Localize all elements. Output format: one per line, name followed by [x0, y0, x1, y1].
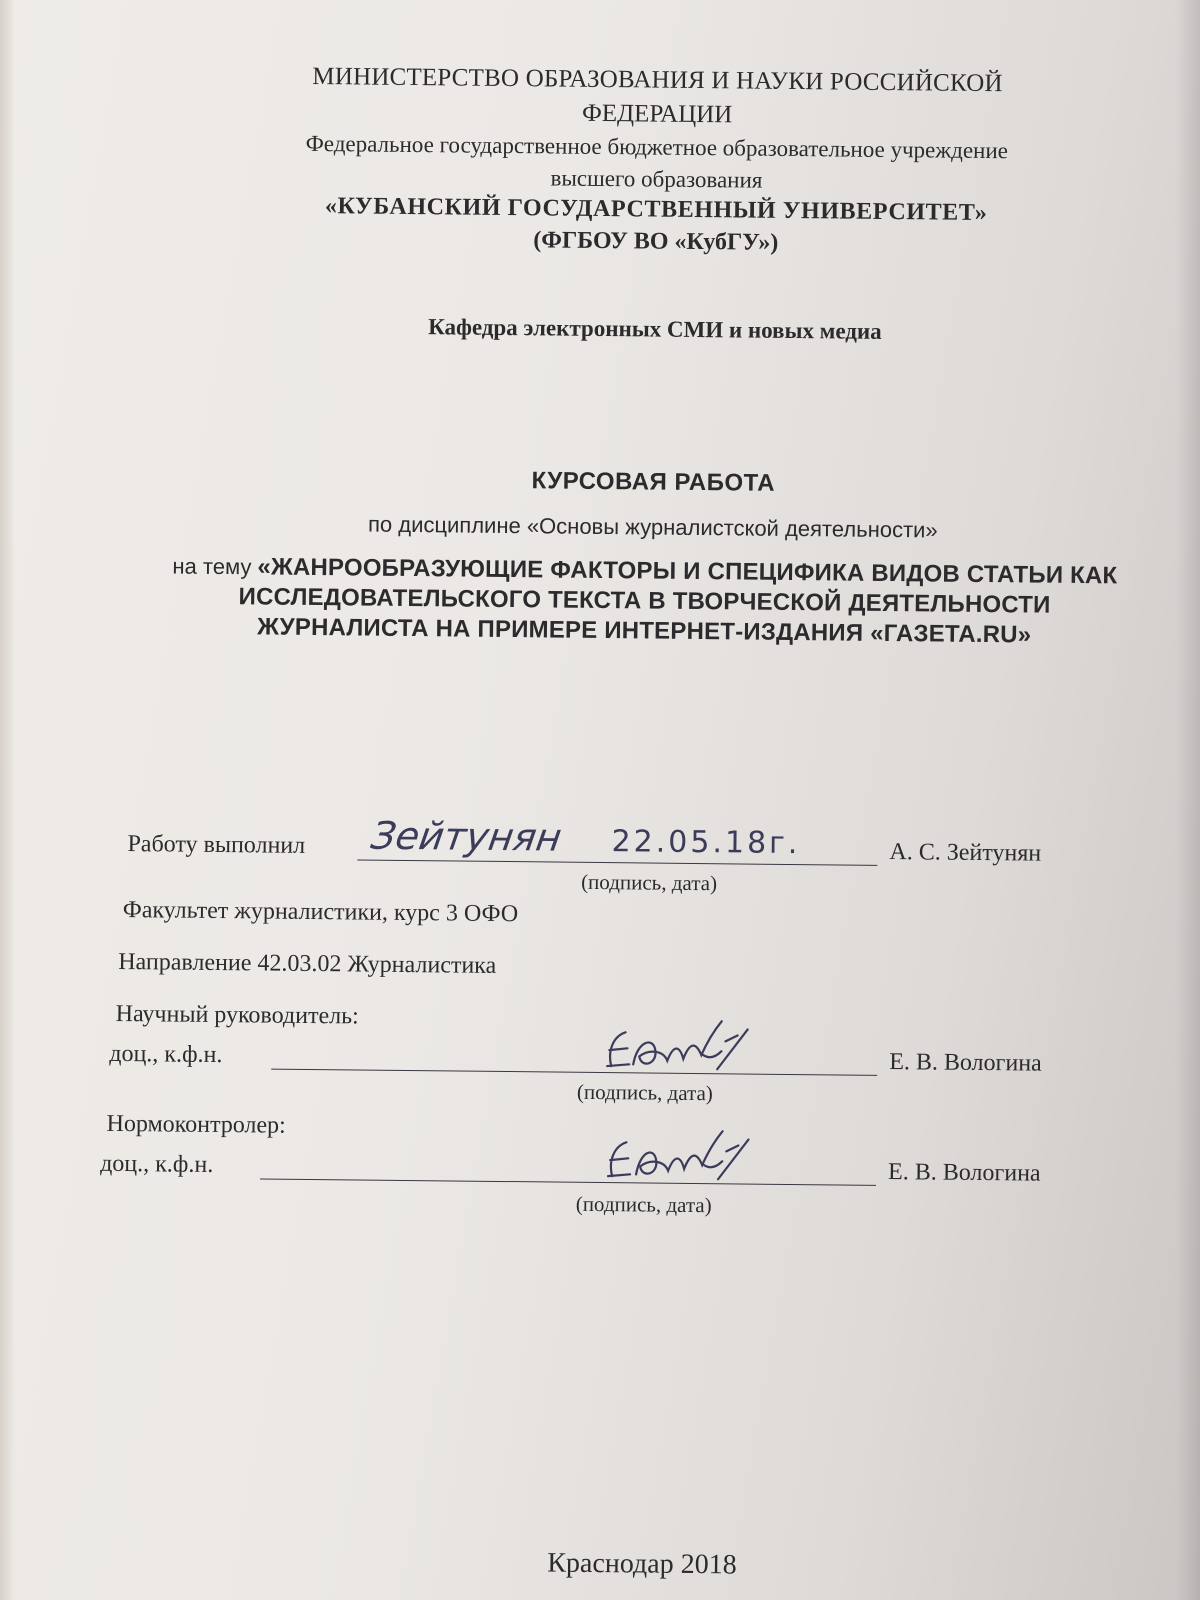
department-name: Кафедра электронных СМИ и новых медиа [428, 314, 882, 344]
supervisor-label: Научный руководитель: [115, 1000, 359, 1030]
supervisor-signature-caption: (подпись, дата) [576, 1079, 713, 1106]
university-name: «КУБАНСКИЙ ГОСУДАРСТВЕННЫЙ УНИВЕРСИТЕТ» [324, 193, 988, 227]
document-type: КУРСОВАЯ РАБОТА [531, 467, 776, 497]
normcontroller-signature [596, 1118, 767, 1190]
author-handwritten-name: Зейтунян [368, 813, 565, 860]
topic-prefix: на тему [172, 553, 258, 580]
author-handwritten-date: 22.05.18г. [611, 824, 801, 862]
university-short-name: (ФГБОУ ВО «КубГУ») [533, 227, 779, 256]
institution-line-2: высшего образования [550, 165, 763, 193]
topic-block [152, 551, 1138, 651]
normcontroller-title: доц., к.ф.н. [100, 1150, 214, 1178]
supervisor-name: Е. В. Вологина [889, 1049, 1042, 1077]
normcontroller-signature-line [260, 1178, 876, 1185]
normcontroller-name: Е. В. Вологина [887, 1159, 1041, 1187]
discipline: по дисциплине «Основы журналистской деятельности» [367, 511, 938, 543]
topic-title: «ЖАНРООБРАЗУЮЩИЕ ФАКТОРЫ И СПЕЦИФИКА ВИДОВ СТАТЬИ КАК ИССЛЕДОВАТЕЛЬСКОГО ТЕКСТА В ТВОРЧЕСКОЙ ДЕЯТЕЛЬНОСТИ ЖУРНАЛИСТА НА ПРИМЕРЕ ИНТЕРНЕТ-ИЗДАНИЯ «ГАЗЕТА.RU» [238, 553, 1118, 649]
faculty-line: Факультет журналистики, курс 3 ОФО [122, 897, 519, 928]
author-label: Работу выполнил [127, 831, 306, 859]
normcontroller-signature-caption: (подпись, дата) [575, 1191, 712, 1218]
direction-line: Направление 42.03.02 Журналистика [118, 948, 497, 979]
supervisor-title: доц., к.ф.н. [109, 1040, 223, 1069]
normcontroller-label: Нормоконтролер: [106, 1110, 286, 1139]
city-year: Краснодар 2018 [547, 1547, 737, 1581]
ministry-line-1: МИНИСТЕРСТВО ОБРАЗОВАНИЯ И НАУКИ РОССИЙСКОЙ [312, 62, 1003, 98]
author-signature-caption: (подпись, дата) [581, 869, 718, 896]
supervisor-signature-line [271, 1069, 877, 1076]
ministry-line-2: ФЕДЕРАЦИИ [581, 99, 733, 129]
supervisor-signature [597, 1010, 768, 1082]
institution-line-1: Федеральное государственное бюджетное образовательное учреждение [305, 130, 1009, 164]
author-name: А. С. Зейтунян [889, 839, 1042, 867]
